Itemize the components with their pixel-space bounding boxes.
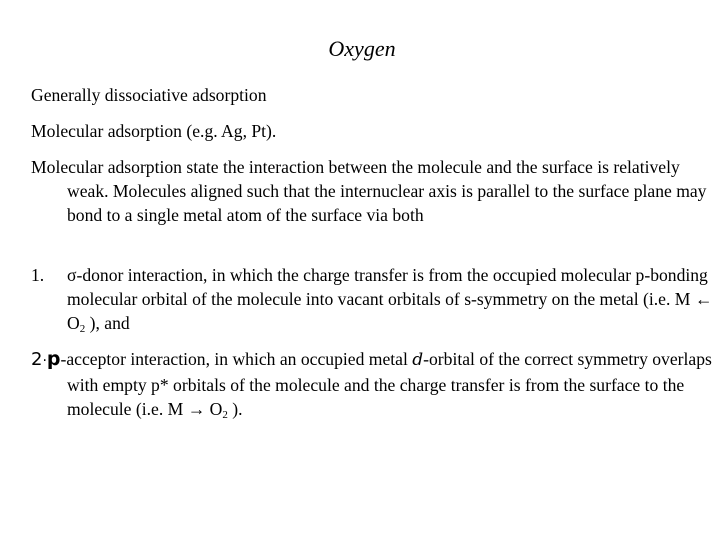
list-number: 1. — [31, 265, 45, 285]
list-item-sigma-donor — [31, 263, 717, 335]
arrow-right-icon: → — [187, 399, 206, 419]
garbled-pi-glyph: p — [46, 348, 61, 370]
item-text: -orbital of the correct symmetry overlaps with empty p* orbitals of the molecule and the charge transfer is from the surface to the molecule (i.e. M — [67, 349, 712, 419]
d-orbital-symbol: d — [412, 350, 424, 370]
slide-title: Oxygen — [328, 36, 396, 61]
arrow-left-icon: ← — [694, 289, 713, 309]
paragraph-interaction: Molecular adsorption state the interaction between the molecule and the surface is relatively weak. Molecules aligned such that the internuclear axis is parallel to the surface plane may bond to a single metal atom of the surface via both — [31, 157, 707, 225]
garbled-dot-glyph: · — [42, 353, 47, 369]
item-text: ). — [227, 399, 243, 419]
paragraph-dissociative: Generally dissociative adsorption — [31, 85, 267, 105]
item-text: O — [205, 399, 223, 419]
list-item-pi-acceptor — [31, 347, 717, 421]
item-text: -acceptor interaction, in which an occupied metal — [60, 349, 413, 369]
item-text: -donor interaction, in which the charge transfer is from the occupied molecular p-bonding molecular orbital of the molecule into vacant orbitals of s-symmetry on the metal (i.e. M — [67, 265, 708, 309]
item-text: ), and — [85, 313, 130, 333]
subscript: 2 — [79, 323, 86, 335]
sigma-symbol: σ — [67, 265, 77, 285]
subscript: 2 — [222, 409, 228, 421]
paragraph-molecular: Molecular adsorption (e.g. Ag, Pt). — [31, 121, 277, 141]
garbled-two-glyph: 2 — [31, 349, 43, 370]
item-text: O — [67, 313, 80, 333]
